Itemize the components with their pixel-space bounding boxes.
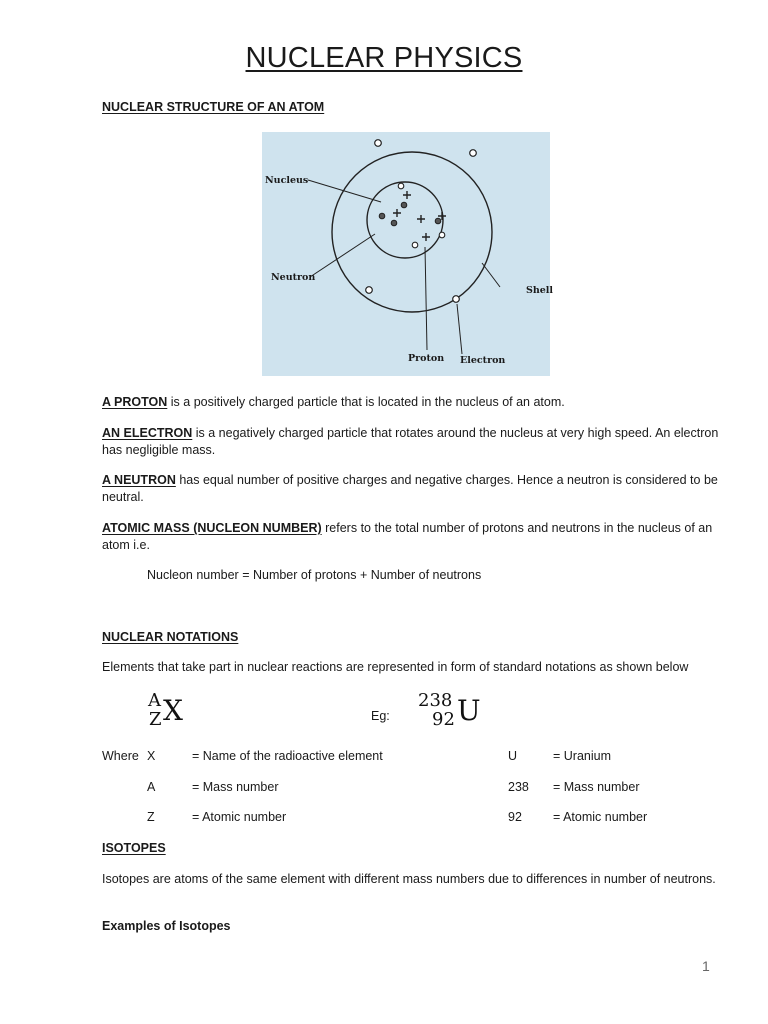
- notation-atomic-number: Z: [149, 709, 162, 730]
- neutron-dot: [412, 242, 418, 248]
- electron-dot: [375, 140, 382, 147]
- subheading-examples-of-isotopes: Examples of Isotopes: [102, 919, 231, 933]
- notation-mass-number: A: [148, 690, 161, 711]
- definition-text: has equal number of positive charges and negative charges. Hence a neutron is considered to be neutral.: [102, 473, 718, 504]
- electron-dot: [366, 287, 373, 294]
- table-cell-example-description: = Mass number: [553, 780, 640, 794]
- definition-text: is a positively charged particle that is located in the nucleus of an atom.: [167, 395, 565, 409]
- table-cell-symbol: X: [147, 749, 156, 763]
- neutron-dot: [439, 232, 445, 238]
- outer-shell: [332, 152, 492, 312]
- table-cell-description: = Mass number: [192, 780, 279, 794]
- neutron-dot: [391, 220, 397, 226]
- definition-neutron: [102, 472, 722, 506]
- atom-diagram: [262, 132, 550, 376]
- definition-proton: [102, 394, 722, 411]
- page-title: NUCLEAR PHYSICS: [245, 42, 523, 74]
- table-cell-example-symbol: 238: [508, 780, 529, 794]
- table-cell-example-description: = Uranium: [553, 749, 612, 763]
- section-heading-nuclear-notations: NUCLEAR NOTATIONS: [102, 630, 239, 644]
- table-cell-description: = Atomic number: [192, 810, 287, 824]
- where-label: Where: [102, 749, 139, 763]
- term-neutron: A NEUTRON: [102, 473, 176, 487]
- label-neutron: Neutron: [271, 272, 316, 283]
- neutron-dot: [401, 202, 407, 208]
- nucleus-circle: [367, 182, 443, 258]
- example-notation: [418, 690, 488, 735]
- definition-text: is a negatively charged particle that rotates around the nucleus at very high speed. An electron has negligible mass.: [102, 426, 719, 457]
- definition-atomic-mass: [102, 520, 722, 554]
- notations-intro: Elements that take part in nuclear reactions are represented in form of standard notations as shown below: [102, 660, 689, 674]
- label-shell: Shell: [526, 285, 554, 296]
- electron-dot: [453, 296, 460, 303]
- example-symbol: U: [457, 694, 481, 727]
- label-electron: Electron: [460, 355, 506, 366]
- atom-structure-figure: [262, 132, 554, 376]
- definition-electron: [102, 425, 722, 459]
- label-nucleus: Nucleus: [265, 175, 309, 186]
- proton-marks: [393, 191, 446, 241]
- notation-symbol: X: [163, 694, 183, 727]
- neutron-dot: [379, 213, 385, 219]
- table-cell-example-description: = Atomic number: [553, 810, 648, 824]
- table-cell-symbol: A: [147, 780, 156, 794]
- term-atomic-mass: ATOMIC MASS (NUCLEON NUMBER): [102, 521, 322, 535]
- term-proton: A PROTON: [102, 395, 168, 409]
- example-label: Eg:: [371, 709, 390, 723]
- table-cell-example-symbol: 92: [508, 810, 522, 824]
- definition-text: refers to the total number of protons and neutrons in the nucleus of an atom i.e.: [102, 521, 713, 552]
- neutron-dot: [398, 183, 404, 189]
- term-electron: AN ELECTRON: [102, 426, 193, 440]
- label-proton: Proton: [408, 353, 445, 364]
- example-atomic-number: 92: [432, 709, 455, 730]
- table-cell-description: = Name of the radioactive element: [192, 749, 383, 763]
- table-cell-symbol: Z: [147, 810, 155, 824]
- table-cell-example-symbol: U: [508, 749, 518, 763]
- section-heading-isotopes: ISOTOPES: [102, 841, 166, 855]
- nucleon-formula: Nucleon number = Number of protons + Number of neutrons: [147, 568, 482, 582]
- example-mass-number: 238: [418, 690, 453, 711]
- electron-dot: [470, 150, 477, 157]
- isotopes-definition: Isotopes are atoms of the same element with different mass numbers due to differences in number of neutrons.: [102, 872, 716, 886]
- section-heading-nuclear-structure: NUCLEAR STRUCTURE OF AN ATOM: [102, 100, 325, 114]
- general-notation: [148, 690, 198, 735]
- neutron-dot: [435, 218, 441, 224]
- page-number: 1: [702, 958, 710, 974]
